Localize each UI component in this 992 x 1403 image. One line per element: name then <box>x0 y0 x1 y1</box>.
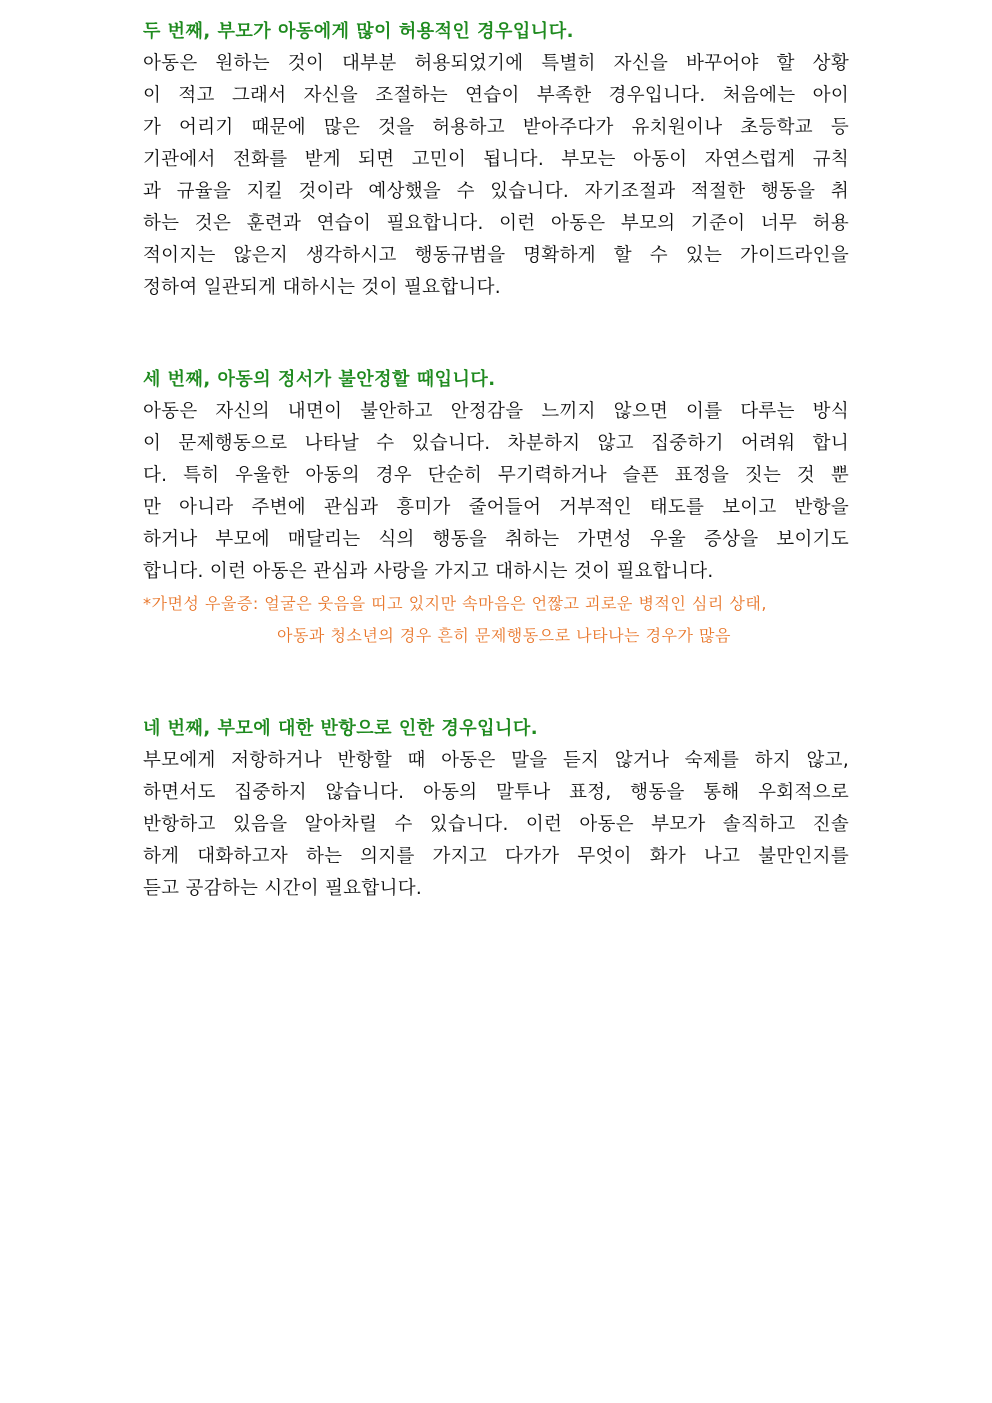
paragraph-line: 만 아니라 주변에 관심과 흥미가 줄어들어 거부적인 태도를 보이고 반항을 <box>143 497 849 518</box>
section-spacer <box>143 652 849 713</box>
paragraph-line: 이 문제행동으로 나타날 수 있습니다. 차분하지 않고 집중하기 어려워 합니 <box>143 433 849 454</box>
paragraph-line: 과 규율을 지킬 것이라 예상했을 수 있습니다. 자기조절과 적절한 행동을 취 <box>143 181 849 202</box>
paragraph-line: 하거나 부모에 매달리는 식의 행동을 취하는 가면성 우울 증상을 보이기도 <box>143 529 849 550</box>
section-second <box>143 16 849 304</box>
document-page <box>143 16 849 905</box>
paragraph-line: 듣고 공감하는 시간이 필요합니다. <box>143 878 423 899</box>
section-third <box>143 364 849 652</box>
paragraph-line: 하는 것은 훈련과 연습이 필요합니다. 이런 아동은 부모의 기준이 너무 허용 <box>143 213 849 234</box>
paragraph-line: 부모에게 저항하거나 반항할 때 아동은 말을 듣지 않거나 숙제를 하지 않고, <box>143 750 849 771</box>
paragraph-line: 하게 대화하고자 하는 의지를 가지고 다가가 무엇이 화가 나고 불만인지를 <box>143 846 849 867</box>
section-heading: 세 번째, 아동의 정서가 불안정할 때입니다. <box>143 369 496 390</box>
paragraph-line: 정하여 일관되게 대하시는 것이 필요합니다. <box>143 277 501 298</box>
section-fourth <box>143 713 849 905</box>
paragraph-line: 반항하고 있음을 알아차릴 수 있습니다. 이런 아동은 부모가 솔직하고 진솔 <box>143 814 849 835</box>
paragraph-line: 이 적고 그래서 자신을 조절하는 연습이 부족한 경우입니다. 처음에는 아이 <box>143 85 849 106</box>
section-heading: 두 번째, 부모가 아동에게 많이 허용적인 경우입니다. <box>143 21 574 42</box>
paragraph-line: 가 어리기 때문에 많은 것을 허용하고 받아주다가 유치원이나 초등학교 등 <box>143 117 849 138</box>
footnote-line: *가면성 우울증: 얼굴은 웃음을 띠고 있지만 속마음은 언짢고 괴로운 병적인 심리 상태, <box>143 594 767 613</box>
paragraph-line: 아동은 자신의 내면이 불안하고 안정감을 느끼지 않으면 이를 다루는 방식 <box>143 401 849 422</box>
paragraph-line: 합니다. 이런 아동은 관심과 사랑을 가지고 대하시는 것이 필요합니다. <box>143 561 714 582</box>
paragraph-line: 적이지는 않은지 생각하시고 행동규범을 명확하게 할 수 있는 가이드라인을 <box>143 245 849 266</box>
paragraph-line: 아동은 원하는 것이 대부분 허용되었기에 특별히 자신을 바꾸어야 할 상황 <box>143 53 849 74</box>
section-heading: 네 번째, 부모에 대한 반항으로 인한 경우입니다. <box>143 718 539 739</box>
section-spacer <box>143 304 849 364</box>
paragraph-line: 기관에서 전화를 받게 되면 고민이 됩니다. 부모는 아동이 자연스럽게 규칙 <box>143 149 849 170</box>
paragraph-line: 하면서도 집중하지 않습니다. 아동의 말투나 표정, 행동을 통해 우회적으로 <box>143 782 849 803</box>
paragraph-line: 다. 특히 우울한 아동의 경우 단순히 무기력하거나 슬픈 표정을 짓는 것 뿐 <box>143 465 849 486</box>
footnote-line: 아동과 청소년의 경우 흔히 문제행동으로 나타나는 경우가 많음 <box>277 626 731 645</box>
